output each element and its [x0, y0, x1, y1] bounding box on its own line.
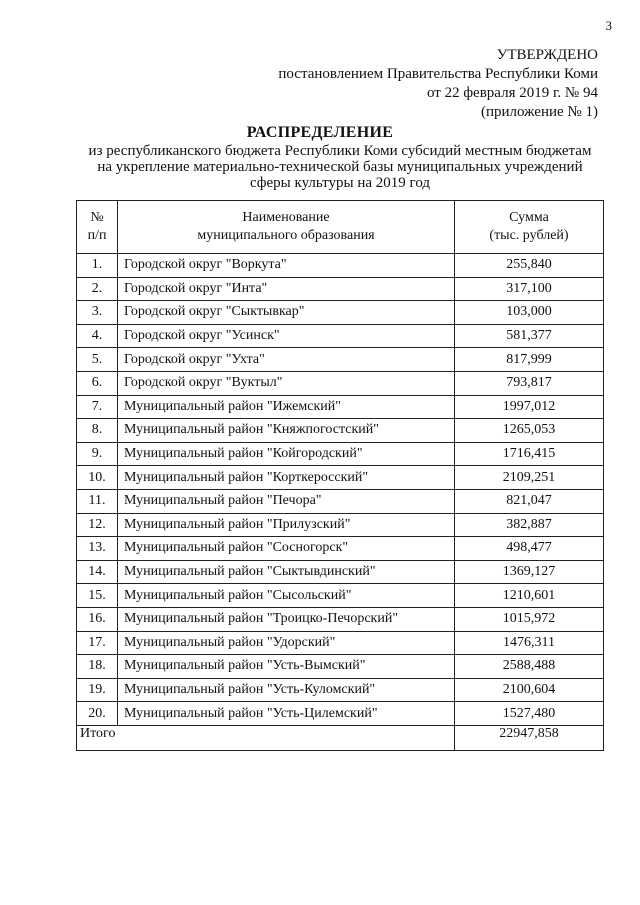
row-number: 1.: [77, 254, 118, 278]
row-sum: 1015,972: [455, 607, 604, 631]
table-row: [77, 702, 604, 726]
row-name: Муниципальный район "Усть-Цилемский": [118, 702, 455, 726]
row-number: 19.: [77, 678, 118, 702]
table-row: [77, 631, 604, 655]
table-header-row: [77, 201, 604, 254]
row-name: Муниципальный район "Печора": [118, 489, 455, 513]
table-row: [77, 513, 604, 537]
approval-date: от 22 февраля 2019 г. № 94: [426, 85, 598, 101]
approval-appendix: (приложение № 1): [480, 104, 598, 120]
header-name-line2: муниципального образования: [197, 228, 375, 243]
header-number-symbol: №: [90, 210, 104, 225]
row-name: Городской округ "Воркута": [118, 254, 455, 278]
table-row: [77, 254, 604, 278]
table-row: [77, 678, 604, 702]
total-label: Итого: [77, 725, 455, 750]
total-row: [77, 725, 604, 750]
row-name: Городской округ "Усинск": [118, 324, 455, 348]
row-name: Муниципальный район "Ижемский": [118, 395, 455, 419]
row-number: 9.: [77, 442, 118, 466]
row-sum: 1527,480: [455, 702, 604, 726]
row-number: 15.: [77, 584, 118, 608]
row-number: 7.: [77, 395, 118, 419]
row-number: 6.: [77, 371, 118, 395]
row-number: 10.: [77, 466, 118, 490]
header-sum-line2: (тыс. рублей): [489, 228, 569, 243]
table-row: [77, 371, 604, 395]
row-name: Муниципальный район "Корткеросский": [118, 466, 455, 490]
table-row: [77, 277, 604, 301]
row-name: Муниципальный район "Усть-Вымский": [118, 655, 455, 679]
row-sum: 2109,251: [455, 466, 604, 490]
row-sum: 255,840: [455, 254, 604, 278]
table-row: [77, 466, 604, 490]
row-sum: 1369,127: [455, 560, 604, 584]
row-name: Муниципальный район "Сысольский": [118, 584, 455, 608]
row-name: Городской округ "Вуктыл": [118, 371, 455, 395]
row-name: Муниципальный район "Троицко-Печорский": [118, 607, 455, 631]
row-sum: 1716,415: [455, 442, 604, 466]
header-sum: [455, 201, 604, 254]
row-sum: 793,817: [455, 371, 604, 395]
row-name: Муниципальный район "Койгородский": [118, 442, 455, 466]
row-name: Муниципальный район "Сыктывдинский": [118, 560, 455, 584]
approval-block: [238, 46, 598, 122]
row-sum: 382,887: [455, 513, 604, 537]
row-sum: 1265,053: [455, 419, 604, 443]
row-sum: 817,999: [455, 348, 604, 372]
page-number: 3: [605, 18, 612, 33]
row-sum: 2588,488: [455, 655, 604, 679]
row-name: Муниципальный район "Усть-Куломский": [118, 678, 455, 702]
row-number: 8.: [77, 419, 118, 443]
row-name: Городской округ "Инта": [118, 277, 455, 301]
header-name: [118, 201, 455, 254]
row-number: 5.: [77, 348, 118, 372]
table-row: [77, 419, 604, 443]
row-name: Муниципальный район "Княжпогостский": [118, 419, 455, 443]
row-number: 20.: [77, 702, 118, 726]
row-name: Муниципальный район "Сосногорск": [118, 537, 455, 561]
subtitle-line: сферы культуры на 2019 год: [249, 175, 431, 191]
row-number: 11.: [77, 489, 118, 513]
distribution-table: [76, 200, 604, 751]
table-row: [77, 348, 604, 372]
table-row: [77, 560, 604, 584]
header-number-abbr: п/п: [87, 228, 107, 243]
row-number: 4.: [77, 324, 118, 348]
approval-heading: УТВЕРЖДЕНО: [496, 47, 598, 63]
row-name: Муниципальный район "Удорский": [118, 631, 455, 655]
row-sum: 1210,601: [455, 584, 604, 608]
row-sum: 498,477: [455, 537, 604, 561]
table-row: [77, 301, 604, 325]
subtitle-line: из республиканского бюджета Республики Коми субсидий местным бюджетам: [88, 143, 592, 159]
row-sum: 317,100: [455, 277, 604, 301]
row-number: 14.: [77, 560, 118, 584]
row-number: 2.: [77, 277, 118, 301]
header-name-line1: Наименование: [242, 210, 330, 225]
row-name: Городской округ "Сыктывкар": [118, 301, 455, 325]
row-sum: 821,047: [455, 489, 604, 513]
table-row: [77, 607, 604, 631]
table-row: [77, 324, 604, 348]
row-sum: 581,377: [455, 324, 604, 348]
table-row: [77, 655, 604, 679]
document-subtitle: [40, 143, 640, 191]
table-row: [77, 489, 604, 513]
row-number: 12.: [77, 513, 118, 537]
table-row: [77, 395, 604, 419]
row-sum: 103,000: [455, 301, 604, 325]
row-number: 17.: [77, 631, 118, 655]
total-sum: 22947,858: [455, 725, 604, 750]
row-number: 13.: [77, 537, 118, 561]
header-number: [77, 201, 118, 254]
row-name: Городской округ "Ухта": [118, 348, 455, 372]
row-sum: 1476,311: [455, 631, 604, 655]
row-sum: 2100,604: [455, 678, 604, 702]
row-number: 16.: [77, 607, 118, 631]
header-sum-line1: Сумма: [509, 210, 549, 225]
table-row: [77, 584, 604, 608]
subtitle-line: на укрепление материально-технической базы муниципальных учреждений: [97, 159, 583, 175]
table-row: [77, 442, 604, 466]
table-row: [77, 537, 604, 561]
approval-decree: постановлением Правительства Республики Коми: [278, 66, 598, 82]
row-number: 18.: [77, 655, 118, 679]
document-title: РАСПРЕДЕЛЕНИЕ: [246, 124, 394, 141]
row-name: Муниципальный район "Прилузский": [118, 513, 455, 537]
row-number: 3.: [77, 301, 118, 325]
row-sum: 1997,012: [455, 395, 604, 419]
